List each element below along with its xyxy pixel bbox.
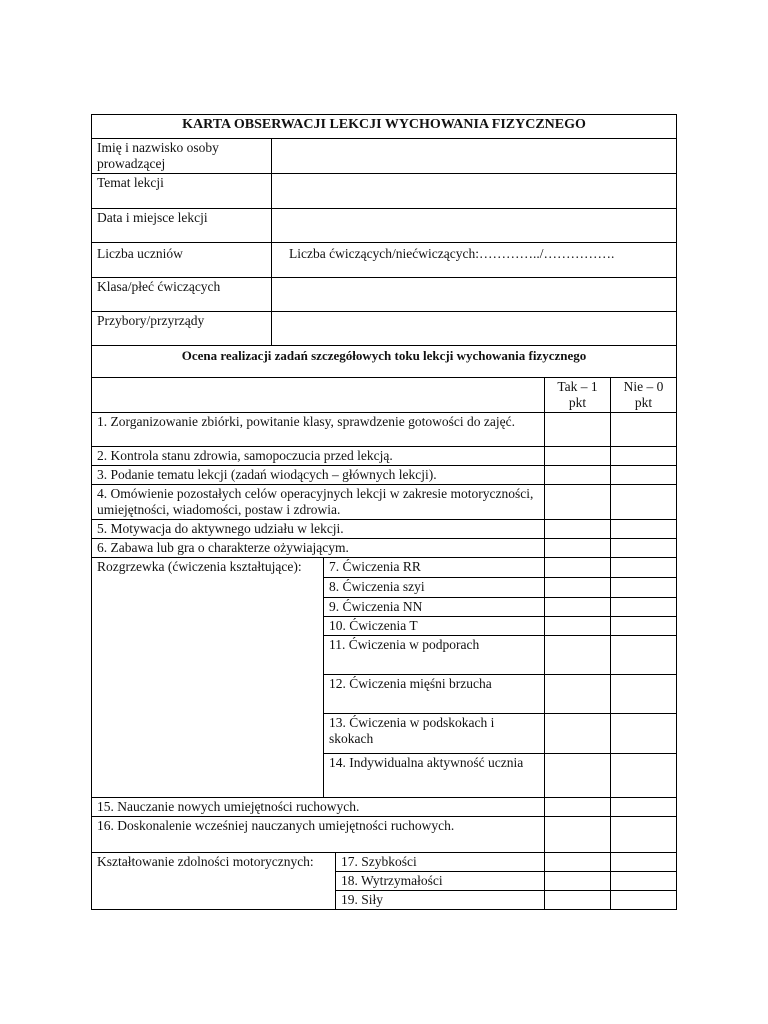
no-cell[interactable] xyxy=(611,891,677,910)
yes-cell[interactable] xyxy=(545,539,611,558)
no-cell[interactable] xyxy=(611,447,677,466)
no-cell[interactable] xyxy=(611,485,677,520)
yes-cell[interactable] xyxy=(545,578,611,598)
section-title: Ocena realizacji zadań szczegółowych toku lekcji wychowania fizycznego xyxy=(92,346,677,378)
warmup-item-10: 10. Ćwiczenia T xyxy=(324,617,545,636)
column-yes: Tak – 1 pkt xyxy=(545,378,611,413)
yes-cell[interactable] xyxy=(545,798,611,817)
column-no: Nie – 0 pkt xyxy=(611,378,677,413)
yes-cell[interactable] xyxy=(545,675,611,714)
motor-item-17: 17. Szybkości xyxy=(336,853,545,872)
warmup-item-14: 14. Indywidualna aktywność ucznia xyxy=(324,754,545,798)
no-cell[interactable] xyxy=(611,872,677,891)
no-cell[interactable] xyxy=(611,817,677,853)
item-6: 6. Zabawa lub gra o charakterze ożywiającym. xyxy=(92,539,545,558)
yes-cell[interactable] xyxy=(545,520,611,539)
item-2: 2. Kontrola stanu zdrowia, samopoczucia przed lekcją. xyxy=(92,447,545,466)
item-3: 3. Podanie tematu lekcji (zadań wiodących – głównych lekcji). xyxy=(92,466,545,485)
item-15: 15. Nauczanie nowych umiejętności ruchowych. xyxy=(92,798,545,817)
motor-item-19: 19. Siły xyxy=(336,891,545,910)
no-cell[interactable] xyxy=(611,617,677,636)
item-16: 16. Doskonalenie wcześniej nauczanych umiejętności ruchowych. xyxy=(92,817,545,853)
yes-cell[interactable] xyxy=(545,558,611,578)
yes-cell[interactable] xyxy=(545,754,611,798)
class-label: Klasa/płeć ćwiczących xyxy=(92,278,272,312)
date-place-label: Data i miejsce lekcji xyxy=(92,209,272,243)
yes-cell[interactable] xyxy=(545,853,611,872)
equipment-field[interactable] xyxy=(272,312,677,346)
no-cell[interactable] xyxy=(611,853,677,872)
yes-cell[interactable] xyxy=(545,872,611,891)
item-4: 4. Omówienie pozostałych celów operacyjnych lekcji w zakresie motoryczności, umiejętności, wiadomości, postaw i zdrowia. xyxy=(92,485,545,520)
students-label: Liczba uczniów xyxy=(92,243,272,278)
warmup-label: Rozgrzewka (ćwiczenia kształtujące): xyxy=(92,558,324,798)
header-blank xyxy=(92,378,545,413)
warmup-item-7: 7. Ćwiczenia RR xyxy=(324,558,545,578)
card-title: KARTA OBSERWACJI LEKCJI WYCHOWANIA FIZYCZNEGO xyxy=(92,115,677,139)
no-cell[interactable] xyxy=(611,675,677,714)
yes-cell[interactable] xyxy=(545,466,611,485)
no-cell[interactable] xyxy=(611,578,677,598)
class-field[interactable] xyxy=(272,278,677,312)
warmup-item-13: 13. Ćwiczenia w podskokach i skokach xyxy=(324,714,545,754)
yes-cell[interactable] xyxy=(545,598,611,617)
no-cell[interactable] xyxy=(611,714,677,754)
no-cell[interactable] xyxy=(611,539,677,558)
motor-label: Kształtowanie zdolności motorycznych: xyxy=(92,853,336,910)
warmup-item-11: 11. Ćwiczenia w podporach xyxy=(324,636,545,675)
yes-cell[interactable] xyxy=(545,485,611,520)
yes-cell[interactable] xyxy=(545,817,611,853)
no-cell[interactable] xyxy=(611,413,677,447)
teacher-label: Imię i nazwisko osoby prowadzącej xyxy=(92,139,272,174)
observation-table xyxy=(91,114,677,910)
yes-cell[interactable] xyxy=(545,891,611,910)
yes-cell[interactable] xyxy=(545,636,611,675)
yes-cell[interactable] xyxy=(545,447,611,466)
no-cell[interactable] xyxy=(611,558,677,578)
equipment-label: Przybory/przyrządy xyxy=(92,312,272,346)
no-cell[interactable] xyxy=(611,598,677,617)
exercising-field[interactable]: Liczba ćwiczących/niećwiczących:…………../……………. xyxy=(272,243,677,278)
teacher-field[interactable] xyxy=(272,139,677,174)
warmup-item-8: 8. Ćwiczenia szyi xyxy=(324,578,545,598)
topic-field[interactable] xyxy=(272,174,677,209)
item-5: 5. Motywacja do aktywnego udziału w lekcji. xyxy=(92,520,545,539)
yes-cell[interactable] xyxy=(545,617,611,636)
yes-cell[interactable] xyxy=(545,413,611,447)
no-cell[interactable] xyxy=(611,754,677,798)
motor-item-18: 18. Wytrzymałości xyxy=(336,872,545,891)
topic-label: Temat lekcji xyxy=(92,174,272,209)
item-1: 1. Zorganizowanie zbiórki, powitanie klasy, sprawdzenie gotowości do zajęć. xyxy=(92,413,545,447)
observation-card xyxy=(91,114,676,910)
no-cell[interactable] xyxy=(611,798,677,817)
no-cell[interactable] xyxy=(611,636,677,675)
yes-cell[interactable] xyxy=(545,714,611,754)
warmup-item-12: 12. Ćwiczenia mięśni brzucha xyxy=(324,675,545,714)
date-place-field[interactable] xyxy=(272,209,677,243)
warmup-item-9: 9. Ćwiczenia NN xyxy=(324,598,545,617)
no-cell[interactable] xyxy=(611,520,677,539)
no-cell[interactable] xyxy=(611,466,677,485)
